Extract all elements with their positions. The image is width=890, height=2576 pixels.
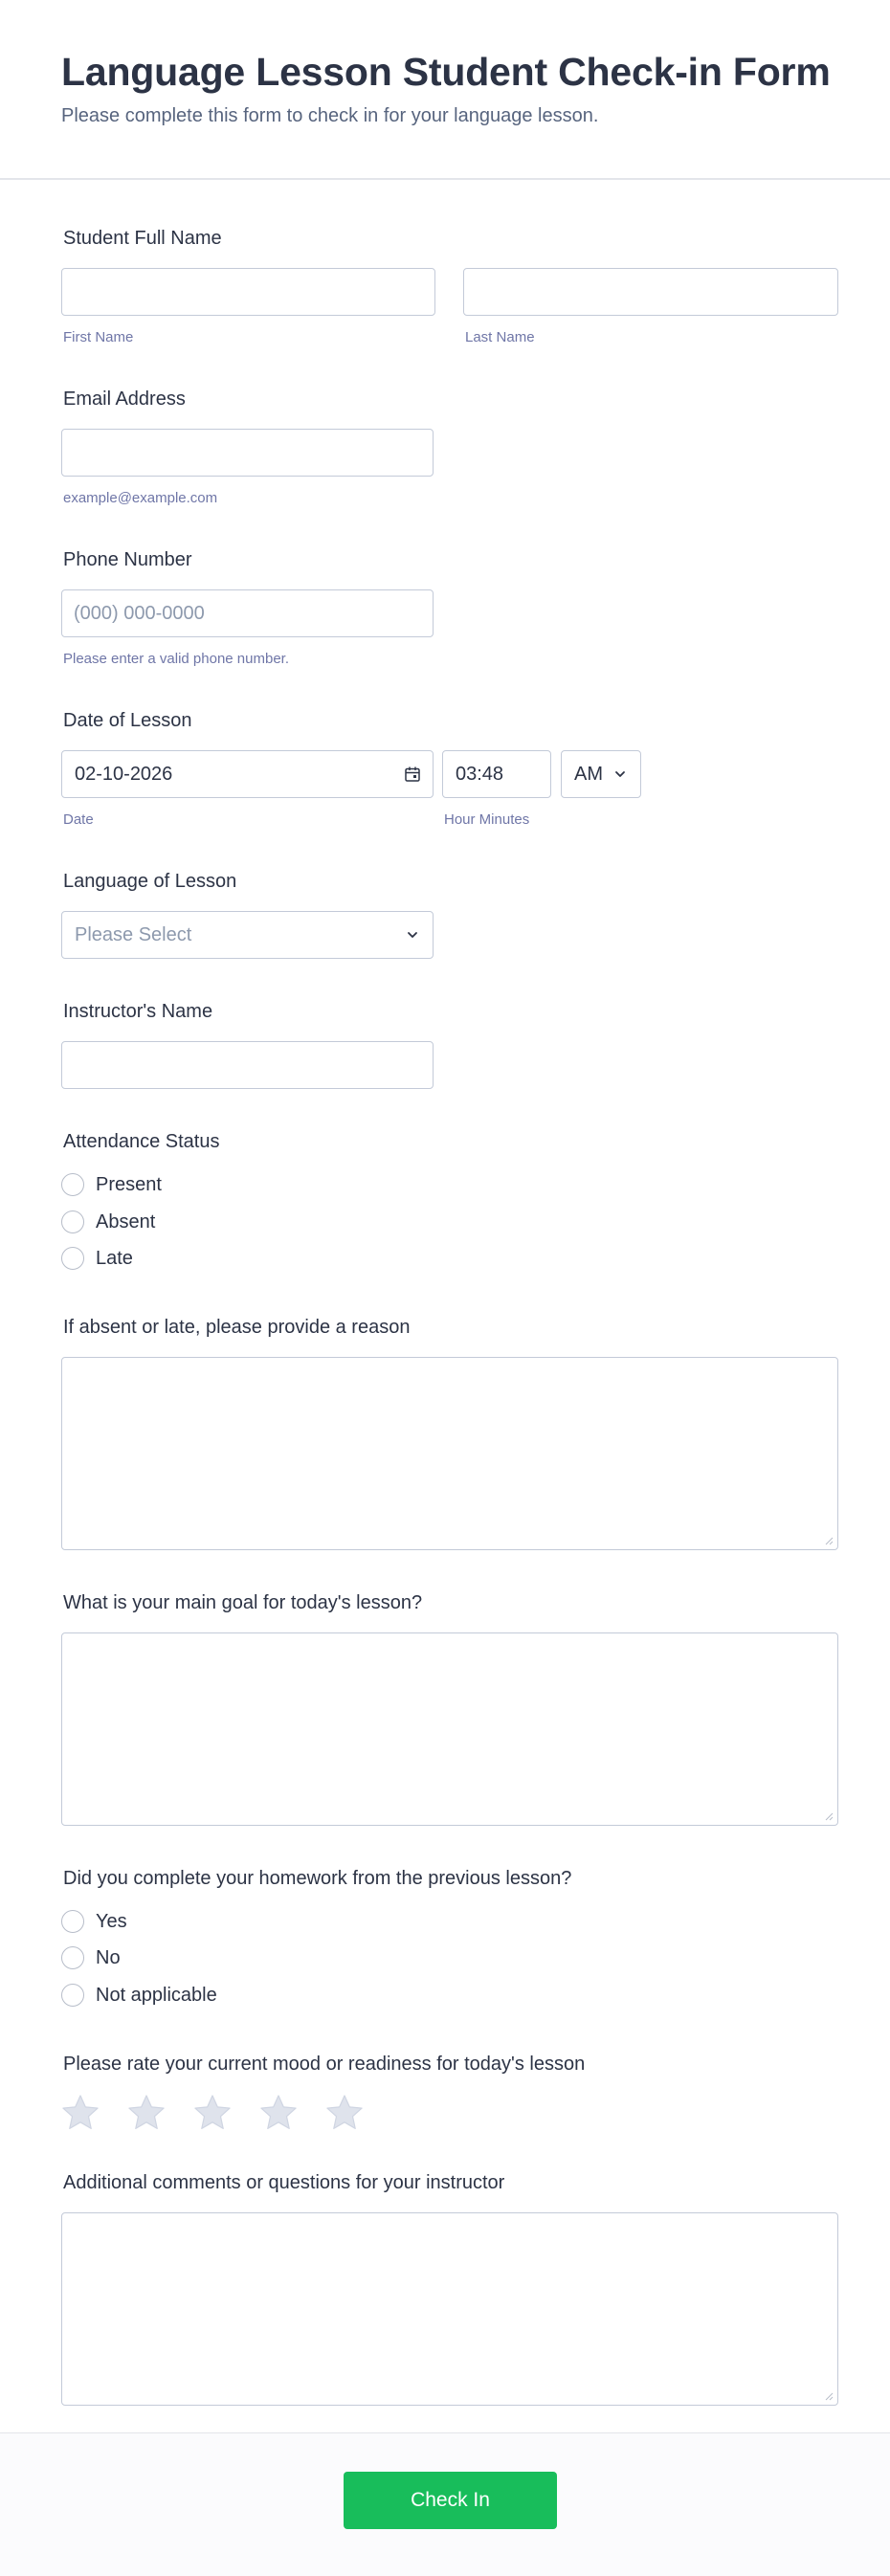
radio-circle[interactable] — [61, 1946, 84, 1969]
comments-textarea[interactable] — [61, 2212, 838, 2406]
page-subtitle: Please complete this form to check in for your language lesson. — [61, 105, 599, 126]
email-sublabel: example@example.com — [63, 490, 218, 506]
resize-grip-icon[interactable] — [824, 1536, 834, 1545]
check-in-button[interactable]: Check In — [344, 2472, 557, 2529]
ampm-select[interactable] — [561, 750, 641, 798]
radio-circle[interactable] — [61, 1910, 84, 1933]
homework-label: Did you complete your homework from the previous lesson? — [63, 1868, 572, 1889]
radio-label: Late — [96, 1247, 133, 1269]
date-value: 02-10-2026 — [75, 763, 173, 785]
star-icon[interactable] — [193, 2094, 232, 2132]
time-value: 03:48 — [456, 763, 504, 785]
last-name-input[interactable] — [463, 268, 838, 316]
resize-grip-icon[interactable] — [824, 2391, 834, 2401]
email-label: Email Address — [63, 389, 186, 410]
radio-circle[interactable] — [61, 1984, 84, 2007]
time-sublabel: Hour Minutes — [444, 811, 530, 828]
lesson-goal-label: What is your main goal for today's lesson? — [63, 1592, 423, 1613]
absence-reason-label: If absent or late, please provide a reason — [63, 1317, 411, 1338]
comments-label: Additional comments or questions for your instructor — [63, 2172, 505, 2193]
first-name-input[interactable] — [61, 268, 435, 316]
first-name-sublabel: First Name — [63, 329, 134, 345]
date-sublabel: Date — [63, 811, 94, 828]
last-name-sublabel: Last Name — [465, 329, 535, 345]
form-header — [0, 0, 890, 180]
radio-circle[interactable] — [61, 1247, 84, 1270]
date-input[interactable] — [61, 750, 434, 798]
lesson-date-label: Date of Lesson — [63, 710, 192, 731]
radio-label: Not applicable — [96, 1984, 217, 2006]
attendance-label: Attendance Status — [63, 1131, 220, 1152]
form-footer — [0, 2432, 890, 2576]
phone-sublabel: Please enter a valid phone number. — [63, 651, 289, 667]
absence-reason-textarea[interactable] — [61, 1357, 838, 1550]
radio-circle[interactable] — [61, 1210, 84, 1233]
full-name-label: Student Full Name — [63, 228, 222, 249]
phone-label: Phone Number — [63, 549, 192, 570]
radio-option-late[interactable] — [61, 1245, 133, 1272]
radio-label: Present — [96, 1173, 162, 1195]
radio-option-no[interactable] — [61, 1944, 121, 1971]
phone-input[interactable] — [61, 589, 434, 637]
time-input[interactable] — [442, 750, 551, 798]
radio-option-yes[interactable] — [61, 1908, 127, 1935]
lesson-goal-textarea[interactable] — [61, 1632, 838, 1826]
language-select[interactable] — [61, 911, 434, 959]
star-icon[interactable] — [259, 2094, 298, 2132]
ampm-value: AM — [574, 763, 603, 785]
star-icon[interactable] — [127, 2094, 166, 2132]
email-input[interactable] — [61, 429, 434, 477]
chevron-down-icon — [612, 766, 629, 783]
star-icon[interactable] — [61, 2094, 100, 2132]
instructor-label: Instructor's Name — [63, 1001, 213, 1022]
star-rating[interactable] — [61, 2094, 391, 2132]
instructor-input[interactable] — [61, 1041, 434, 1089]
radio-label: Absent — [96, 1210, 156, 1232]
mood-rating-label: Please rate your current mood or readiness for today's lesson — [63, 2054, 586, 2075]
radio-option-not-applicable[interactable] — [61, 1982, 217, 2009]
language-label: Language of Lesson — [63, 871, 237, 892]
radio-option-absent[interactable] — [61, 1209, 155, 1235]
resize-grip-icon[interactable] — [824, 1811, 834, 1821]
star-icon[interactable] — [325, 2094, 364, 2132]
radio-label: No — [96, 1946, 121, 1968]
page-title: Language Lesson Student Check-in Form — [61, 50, 831, 94]
calendar-icon[interactable] — [404, 766, 421, 783]
radio-option-present[interactable] — [61, 1171, 162, 1198]
language-placeholder: Please Select — [75, 923, 192, 945]
chevron-down-icon — [404, 926, 421, 944]
radio-circle[interactable] — [61, 1173, 84, 1196]
radio-label: Yes — [96, 1910, 127, 1932]
